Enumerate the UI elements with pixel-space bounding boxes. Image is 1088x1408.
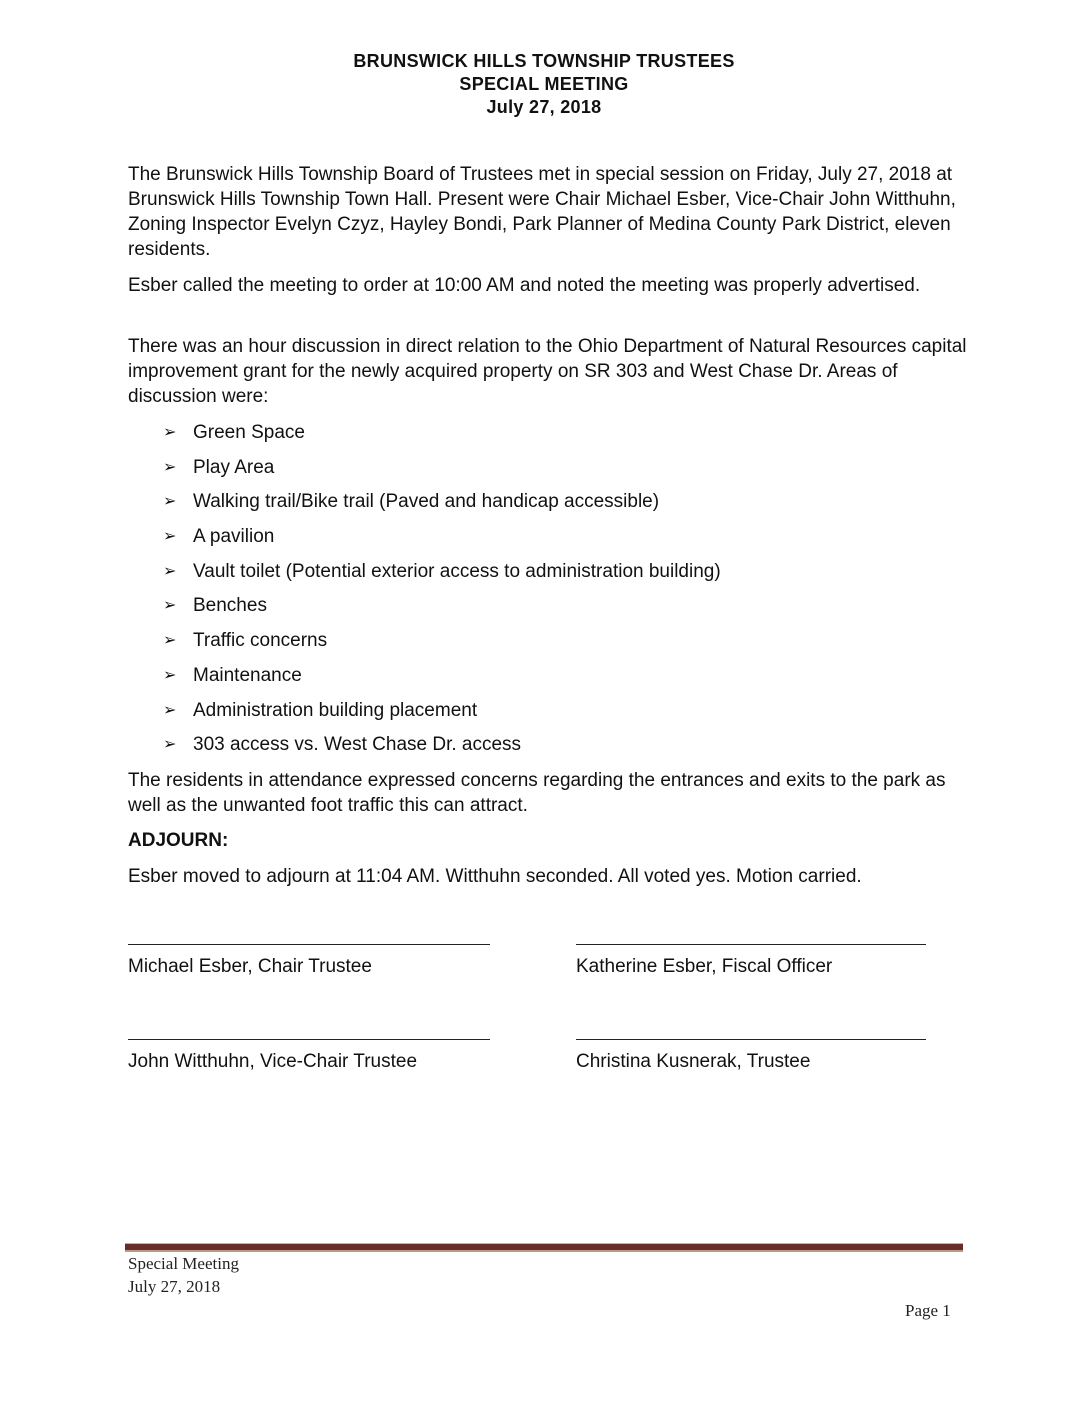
intro-paragraph: The Brunswick Hills Township Board of Trustees met in special session on Friday, July 27, 2018 at Brunswick Hills Township Town Hall. Present were Chair Michael Esber, Vice-Chair John Witthuhn, Zoning Inspector Evelyn Czyz, Hayley Bondi, Park Planner of Medina County Park District, eleven residents. <box>128 164 956 260</box>
list-item: ➢ Administration building placement <box>163 699 478 721</box>
signature-label: Katherine Esber, Fiscal Officer <box>576 956 833 977</box>
list-item: ➢ Play Area <box>163 456 275 478</box>
arrow-bullet-icon: ➢ <box>163 736 177 754</box>
page-number: Page 1 <box>905 1301 951 1320</box>
signature-line <box>128 1039 490 1040</box>
arrow-bullet-icon: ➢ <box>163 597 177 615</box>
header-title: BRUNSWICK HILLS TOWNSHIP TRUSTEES <box>353 51 735 71</box>
discussion-list <box>163 420 721 767</box>
signature-line <box>576 1039 926 1040</box>
signature-label: Christina Kusnerak, Trustee <box>576 1051 811 1072</box>
footer-title: Special Meeting <box>128 1254 239 1273</box>
document-header <box>0 50 1088 119</box>
list-item: ➢ Traffic concerns <box>163 630 328 652</box>
footer-rule <box>125 1243 963 1252</box>
signature-label: Michael Esber, Chair Trustee <box>128 956 372 977</box>
adjourn-heading: ADJOURN: <box>128 830 229 851</box>
arrow-bullet-icon: ➢ <box>163 632 177 650</box>
arrow-bullet-icon: ➢ <box>163 701 177 719</box>
arrow-bullet-icon: ➢ <box>163 424 177 441</box>
header-date: July 27, 2018 <box>486 97 602 117</box>
discussion-paragraph: There was an hour discussion in direct relation to the Ohio Department of Natural Resources capital improvement grant for the newly acquired property on SR 303 and West Chase Dr. Areas of discussion were: <box>128 336 967 407</box>
arrow-bullet-icon: ➢ <box>163 458 177 476</box>
signature-line <box>128 944 490 945</box>
list-item: ➢ A pavilion <box>163 526 275 548</box>
signature-line <box>576 944 926 945</box>
arrow-bullet-icon: ➢ <box>163 493 177 511</box>
arrow-bullet-icon: ➢ <box>163 666 177 684</box>
footer-date: July 27, 2018 <box>128 1277 221 1296</box>
list-item: ➢ Maintenance <box>163 664 302 686</box>
call-to-order-paragraph: Esber called the meeting to order at 10:00 AM and noted the meeting was properly advertised. <box>128 275 921 296</box>
list-item: ➢ 303 access vs. West Chase Dr. access <box>163 734 522 756</box>
list-item: ➢ Walking trail/Bike trail (Paved and handicap accessible) <box>163 491 660 513</box>
header-subtitle: SPECIAL MEETING <box>459 74 629 94</box>
signature-label: John Witthuhn, Vice-Chair Trustee <box>128 1051 418 1072</box>
list-item: ➢ Green Space <box>163 422 305 443</box>
residents-paragraph: The residents in attendance expressed concerns regarding the entrances and exits to the park as well as the unwanted foot traffic this can attract. <box>128 770 946 816</box>
list-item: ➢ Benches <box>163 595 267 617</box>
adjourn-paragraph: Esber moved to adjourn at 11:04 AM. Witthuhn seconded. All voted yes. Motion carried. <box>128 866 862 887</box>
list-item: ➢ Vault toilet (Potential exterior access to administration building) <box>163 560 721 582</box>
arrow-bullet-icon: ➢ <box>163 528 177 546</box>
arrow-bullet-icon: ➢ <box>163 562 177 580</box>
